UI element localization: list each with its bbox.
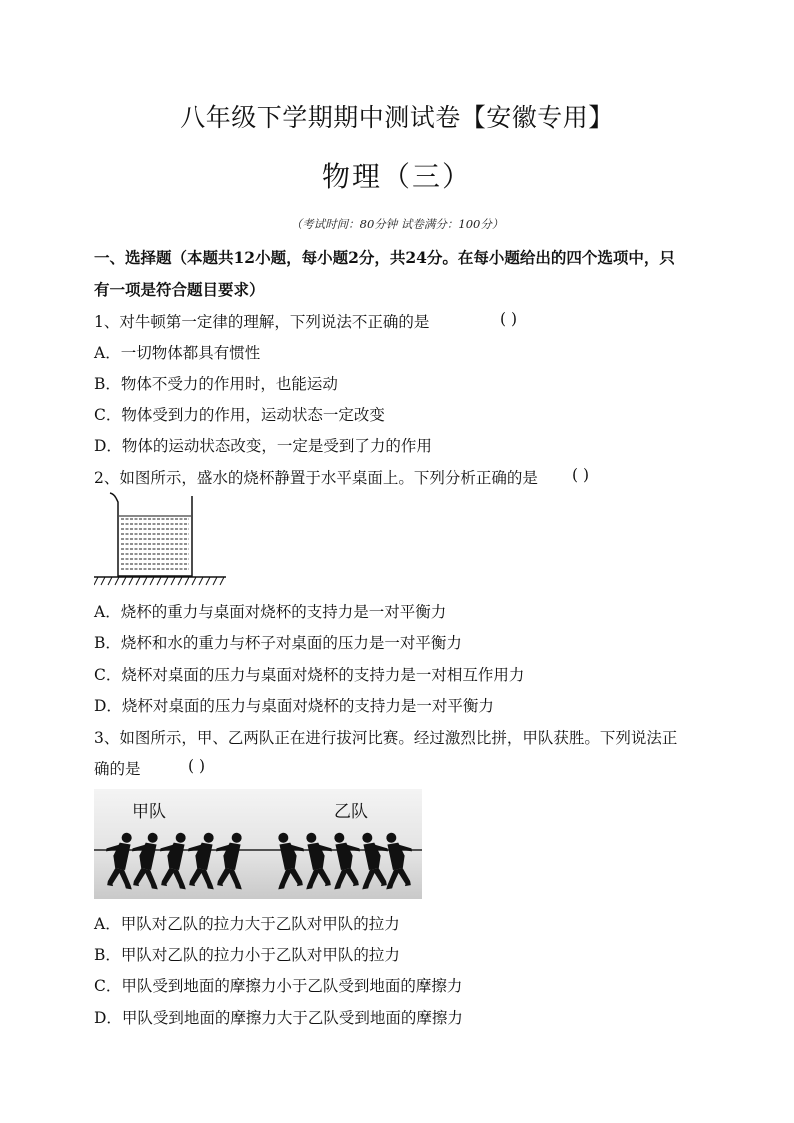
question-1-answer-paren: ( )	[500, 310, 518, 328]
page-title: 八年级下学期期中测试卷【安徽专用】	[180, 103, 614, 132]
question-3-stem-line1: 3、如图所示，甲、乙两队正在进行拔河比赛。经过激烈比拼，甲队获胜。下列说法正	[94, 729, 678, 747]
question-3-option-b: B．甲队对乙队的拉力小于乙队对甲队的拉力	[94, 946, 400, 964]
question-1-option-a: A．一切物体都具有惯性	[94, 344, 261, 362]
question-1-option-b: B．物体不受力的作用时，也能运动	[94, 375, 338, 393]
tug-of-war-figure	[94, 789, 422, 899]
question-1-option-c: C．物体受到力的作用，运动状态一定改变	[94, 406, 385, 424]
question-2-option-b: B．烧杯和水的重力与杯子对桌面的压力是一对平衡力	[94, 634, 462, 652]
question-2-option-c: C．烧杯对桌面的压力与桌面对烧杯的支持力是一对相互作用力	[94, 666, 525, 684]
team-b-label: 乙队	[334, 802, 368, 822]
question-2-answer-paren: ( )	[572, 466, 590, 484]
page-subtitle: 物理（三）	[321, 160, 472, 193]
exam-info: （考试时间：80分钟 试卷满分：100分）	[290, 217, 504, 231]
question-3-option-a: A．甲队对乙队的拉力大于乙队对甲队的拉力	[94, 915, 400, 933]
question-3-option-d: D．甲队受到地面的摩擦力大于乙队受到地面的摩擦力	[94, 1009, 463, 1027]
question-2-option-d: D．烧杯对桌面的压力与桌面对烧杯的支持力是一对平衡力	[94, 697, 494, 715]
section-heading-line2: 有一项是符合题目要求）	[94, 280, 265, 299]
question-1-option-d: D．物体的运动状态改变，一定是受到了力的作用	[94, 437, 432, 455]
question-2-stem: 2、如图所示，盛水的烧杯静置于水平桌面上。下列分析正确的是	[94, 469, 538, 487]
question-3-option-c: C．甲队受到地面的摩擦力小于乙队受到地面的摩擦力	[94, 977, 463, 995]
beaker-on-table-figure	[94, 488, 229, 592]
section-heading-line1: 一、选择题（本题共12小题，每小题2分，共24分。在每小题给出的四个选项中，只	[94, 248, 675, 267]
question-3-answer-paren: ( )	[188, 757, 206, 775]
team-a-label: 甲队	[132, 802, 166, 822]
question-3-stem-line2: 确的是	[94, 760, 141, 778]
question-1-stem: 1、对牛顿第一定律的理解，下列说法不正确的是	[94, 313, 430, 331]
question-2-option-a: A．烧杯的重力与桌面对烧杯的支持力是一对平衡力	[94, 603, 447, 621]
